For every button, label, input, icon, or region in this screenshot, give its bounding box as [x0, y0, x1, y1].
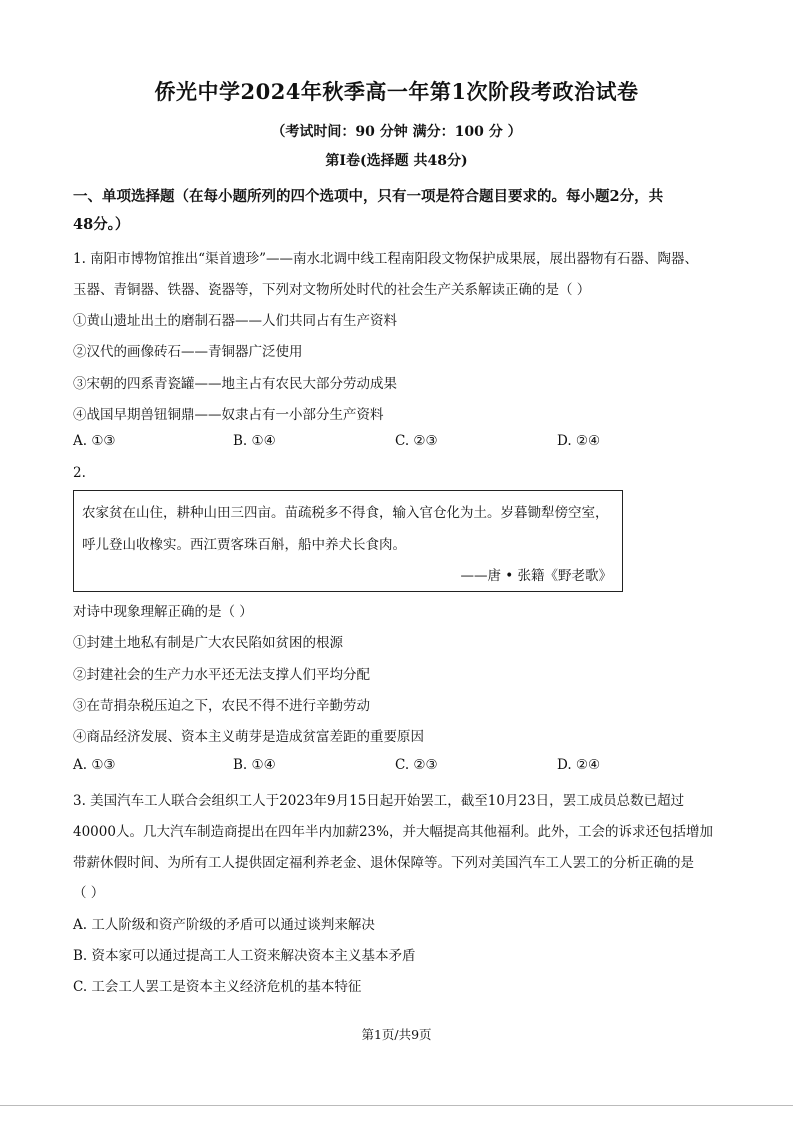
- q2-item: ①封建土地私有制是广大农民陷如贫困的根源: [73, 635, 343, 651]
- poem-line2: 呼儿登山收橡实。西江贾客珠百斛，船中养犬长食肉。: [82, 537, 406, 553]
- volume-heading: 第Ⅰ卷(选择题 共48分): [325, 153, 468, 169]
- q1-option-d: D. ②④: [557, 433, 601, 449]
- q2-item: ②封建社会的生产力水平还无法支撑人们平均分配: [73, 667, 370, 683]
- exam-subtitle: （考试时间：90 分钟 满分：100 分 ）: [271, 124, 522, 140]
- q1-item: ③宋朝的四系青瓷罐——地主占有农民大部分劳动成果: [73, 376, 397, 392]
- poem-source: ——唐 • 张籍《野老歌》: [460, 568, 612, 584]
- q1-item: ①黄山遗址出土的磨制石器——人们共同占有生产资料: [73, 313, 397, 329]
- q3-stem-line4: （ ）: [73, 885, 105, 901]
- q2-option-c: C. ②③: [395, 757, 438, 773]
- q2-item: ③在苛捐杂税压迫之下，农民不得不进行辛勤劳动: [73, 698, 370, 714]
- section-instruction-line1: 一、单项选择题（在每小题所列的四个选项中，只有一项是符合题目要求的。每小题2分，共: [73, 188, 664, 205]
- q2-option-a: A. ①③: [73, 757, 116, 773]
- poem-line1: 农家贫在山住，耕种山田三四亩。苗疏税多不得食，输入官仓化为土。岁暮锄犁傍空室，: [82, 505, 609, 521]
- q2-stem: 对诗中现象理解正确的是（ ）: [73, 604, 253, 620]
- page-footer: 第1页/共9页: [361, 1027, 432, 1042]
- q1-item: ④战国早期兽钮铜鼎——奴隶占有一小部分生产资料: [73, 407, 384, 423]
- q2-option-d: D. ②④: [557, 757, 601, 773]
- exam-title: 侨光中学2024年秋季高一年第1次阶段考政治试卷: [154, 79, 639, 104]
- q1-option-b: B. ①④: [233, 433, 276, 449]
- q2-item: ④商品经济发展、资本主义萌芽是造成贫富差距的重要原因: [73, 729, 424, 745]
- q3-option-a: A. 工人阶级和资产阶级的矛盾可以通过谈判来解决: [73, 917, 375, 933]
- q1-stem-line1: 1. 南阳市博物馆推出“渠首遗珍”——南水北调中线工程南阳段文物保护成果展，展出器物有石器、陶器、: [73, 251, 698, 267]
- q3-stem-line1: 3. 美国汽车工人联合会组织工人于2023年9月15日起开始罢工，截至10月23日，罢工成员总数已超过: [73, 793, 685, 809]
- poem-box: [73, 490, 623, 592]
- q1-item: ②汉代的画像砖石——青铜器广泛使用: [73, 344, 303, 360]
- q1-option-c: C. ②③: [395, 433, 438, 449]
- q3-option-b: B. 资本家可以通过提高工人工资来解决资本主义基本矛盾: [73, 948, 416, 964]
- q2-option-b: B. ①④: [233, 757, 276, 773]
- page-bottom-rule: [0, 1105, 793, 1106]
- q2-number: 2.: [73, 465, 86, 481]
- q3-option-c: C. 工会工人罢工是资本主义经济危机的基本特征: [73, 979, 362, 995]
- q3-stem-line3: 带薪休假时间、为所有工人提供固定福利养老金、退休保障等。下列对美国汽车工人罢工的分析正确的是: [73, 855, 694, 871]
- q1-option-a: A. ①③: [73, 433, 116, 449]
- q1-stem-line2: 玉器、青铜器、铁器、瓷器等，下列对文物所处时代的社会生产关系解读正确的是（ ）: [73, 282, 591, 298]
- q3-stem-line2: 40000人。几大汽车制造商提出在四年半内加薪23%，并大幅提高其他福利。此外，工会的诉求还包括增加: [73, 824, 713, 840]
- section-instruction-line2: 48分。）: [73, 216, 130, 233]
